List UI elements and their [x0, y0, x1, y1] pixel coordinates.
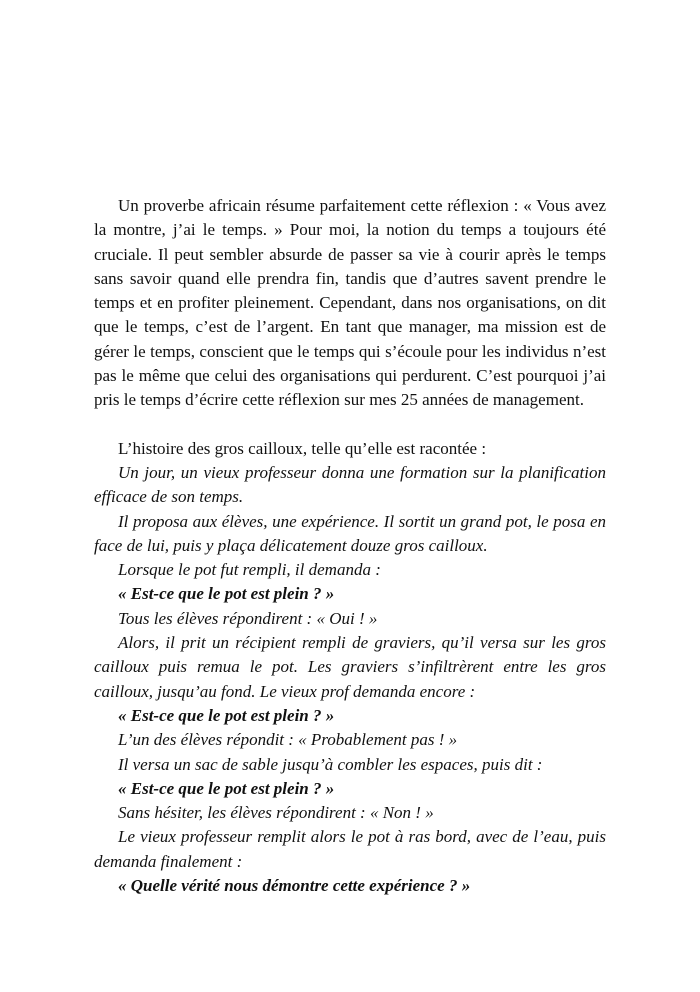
- story-line: L’un des élèves répondit : « Probablement pas ! »: [118, 730, 458, 750]
- story-block: [94, 461, 606, 898]
- story-question-line: « Est-ce que le pot est plein ? »: [118, 584, 335, 604]
- story-intro-paragraph: L’histoire des gros cailloux, telle qu’elle est racontée :: [118, 438, 487, 458]
- document-page: [94, 194, 606, 898]
- story-line: Il versa un sac de sable jusqu’à combler les espaces, puis dit :: [118, 754, 543, 774]
- intro-paragraph: Un proverbe africain résume parfaitement cette réflexion : « Vous avez la montre, j’ai le temps. » Pour moi, la notion du temps a toujours été cruciale. Il peut sembler absurde de passer sa vie à courir après le temps sans savoir quand elle prendra fin, tandis que d’autres savent prendre le temps et en profiter pleinement. Cependant, dans nos organisations, on dit que le temps, c’est de l’argent. En tant que manager, ma mission est de gérer le temps, conscient que le temps qui s’écoule pour les individus n’est pas le même que celui des organisations qui perdurent. C’est pourquoi j’ai pris le temps d’écrire cette réflexion sur mes 25 années de management.: [94, 196, 606, 410]
- story-line: Lorsque le pot fut rempli, il demanda :: [118, 560, 381, 580]
- story-line: Sans hésiter, les élèves répondirent : « Non ! »: [118, 803, 434, 823]
- story-line: Alors, il prit un récipient rempli de graviers, qu’il versa sur les gros cailloux puis remua le pot. Les graviers s’infiltrèrent entre les gros cailloux, jusqu’au fond. Le vieux prof demanda encore :: [94, 633, 606, 701]
- story-question-line: « Est-ce que le pot est plein ? »: [118, 778, 335, 798]
- story-line: Le vieux professeur remplit alors le pot à ras bord, avec de l’eau, puis demanda finalement :: [94, 827, 606, 871]
- story-line: Tous les élèves répondirent : « Oui ! »: [118, 608, 378, 628]
- story-question-line: « Est-ce que le pot est plein ? »: [118, 705, 335, 725]
- story-line: Un jour, un vieux professeur donna une formation sur la planification efficace de son temps.: [94, 462, 606, 507]
- story-question-line: « Quelle vérité nous démontre cette expérience ? »: [118, 876, 471, 896]
- story-line: Il proposa aux élèves, une expérience. Il sortit un grand pot, le posa en face de lui, puis y plaça délicatement douze gros cailloux.: [94, 511, 606, 555]
- paragraph-gap: [94, 413, 606, 437]
